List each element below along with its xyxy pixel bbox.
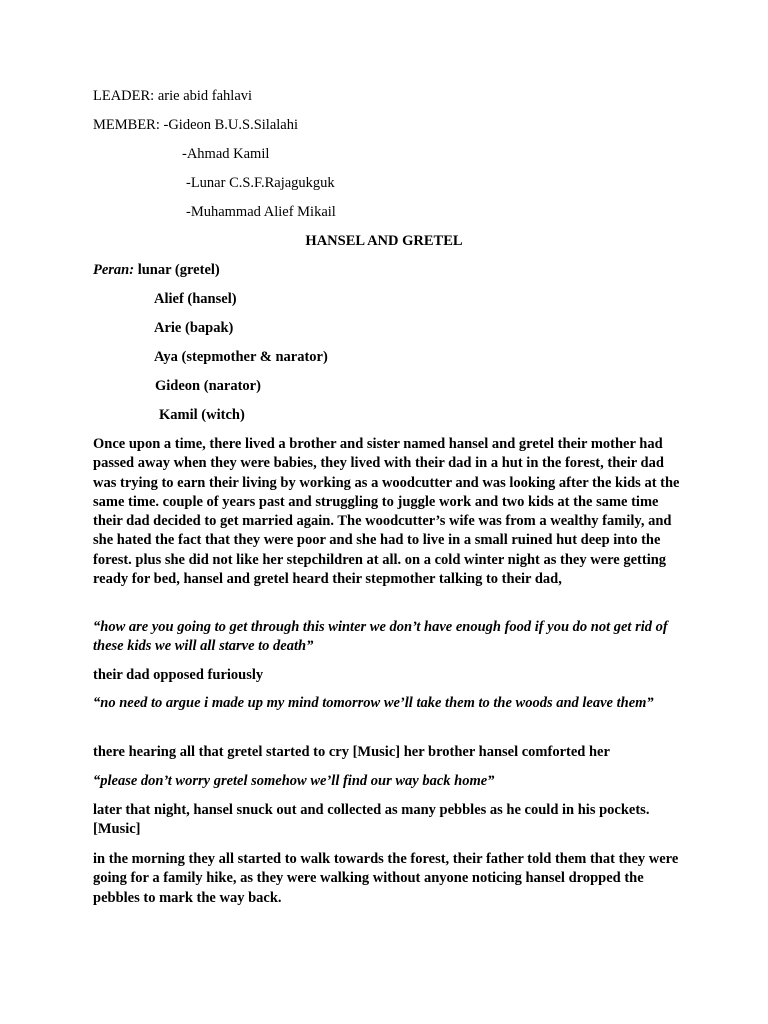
story-quote: “no need to argue i made up my mind tomorrow we’ll take them to the woods and leave them”	[93, 695, 654, 711]
story-paragraph: Once upon a time, there lived a brother and sister named hansel and gretel their mother had passed away when they were babies, they lived with their dad in a hut in the forest, their dad was trying to earn their living by working as a woodcutter and was looking after the kids at the same time. couple of years past and struggling to juggle work and two kids at the same time their dad decided to get married again. The woodcutter’s wife was from a wealthy family, and she hated the fact that they were poor and she had to live in a small ruined hut deep into the forest. plus she did not like her stepchildren at all. on a cold winter night as they were getting ready for bed, hansel and gretel heard their stepmother talking to their dad,	[93, 436, 680, 588]
member-item: -Ahmad Kamil	[182, 146, 270, 162]
story-quote: “how are you going to get through this winter we don’t have enough food if you do not get rid of these kids we will all starve to death”	[93, 619, 668, 655]
member-item: -Muhammad Alief Mikail	[186, 204, 336, 220]
cast-role: lunar (gretel)	[137, 262, 220, 278]
cast-role: Kamil (witch)	[159, 407, 245, 423]
cast-first-line	[93, 261, 220, 280]
document-title: HANSEL AND GRETEL	[305, 233, 463, 249]
story-paragraph: in the morning they all started to walk towards the forest, their father told them that they were going for a family hike, as they were walking without anyone noticing hansel dropped the pebbles to mark the way back.	[93, 851, 679, 906]
story-quote: “please don’t worry gretel somehow we’ll find our way back home”	[93, 773, 495, 789]
cast-role: Aya (stepmother & narator)	[154, 349, 328, 365]
cast-role: Gideon (narator)	[155, 378, 261, 394]
story-paragraph: later that night, hansel snuck out and collected as many pebbles as he could in his pockets. [Music]	[93, 802, 650, 838]
leader-line: LEADER: arie abid fahlavi	[93, 88, 253, 104]
cast-role: Arie (bapak)	[154, 320, 234, 336]
cast-label: Peran:	[93, 262, 135, 278]
story-paragraph: their dad opposed furiously	[93, 667, 264, 683]
member-line: MEMBER: -Gideon B.U.S.Silalahi	[93, 117, 299, 133]
story-paragraph: there hearing all that gretel started to cry [Music] her brother hansel comforted her	[93, 744, 610, 760]
member-item: -Lunar C.S.F.Rajagukguk	[186, 175, 335, 191]
cast-role: Alief (hansel)	[154, 291, 237, 307]
